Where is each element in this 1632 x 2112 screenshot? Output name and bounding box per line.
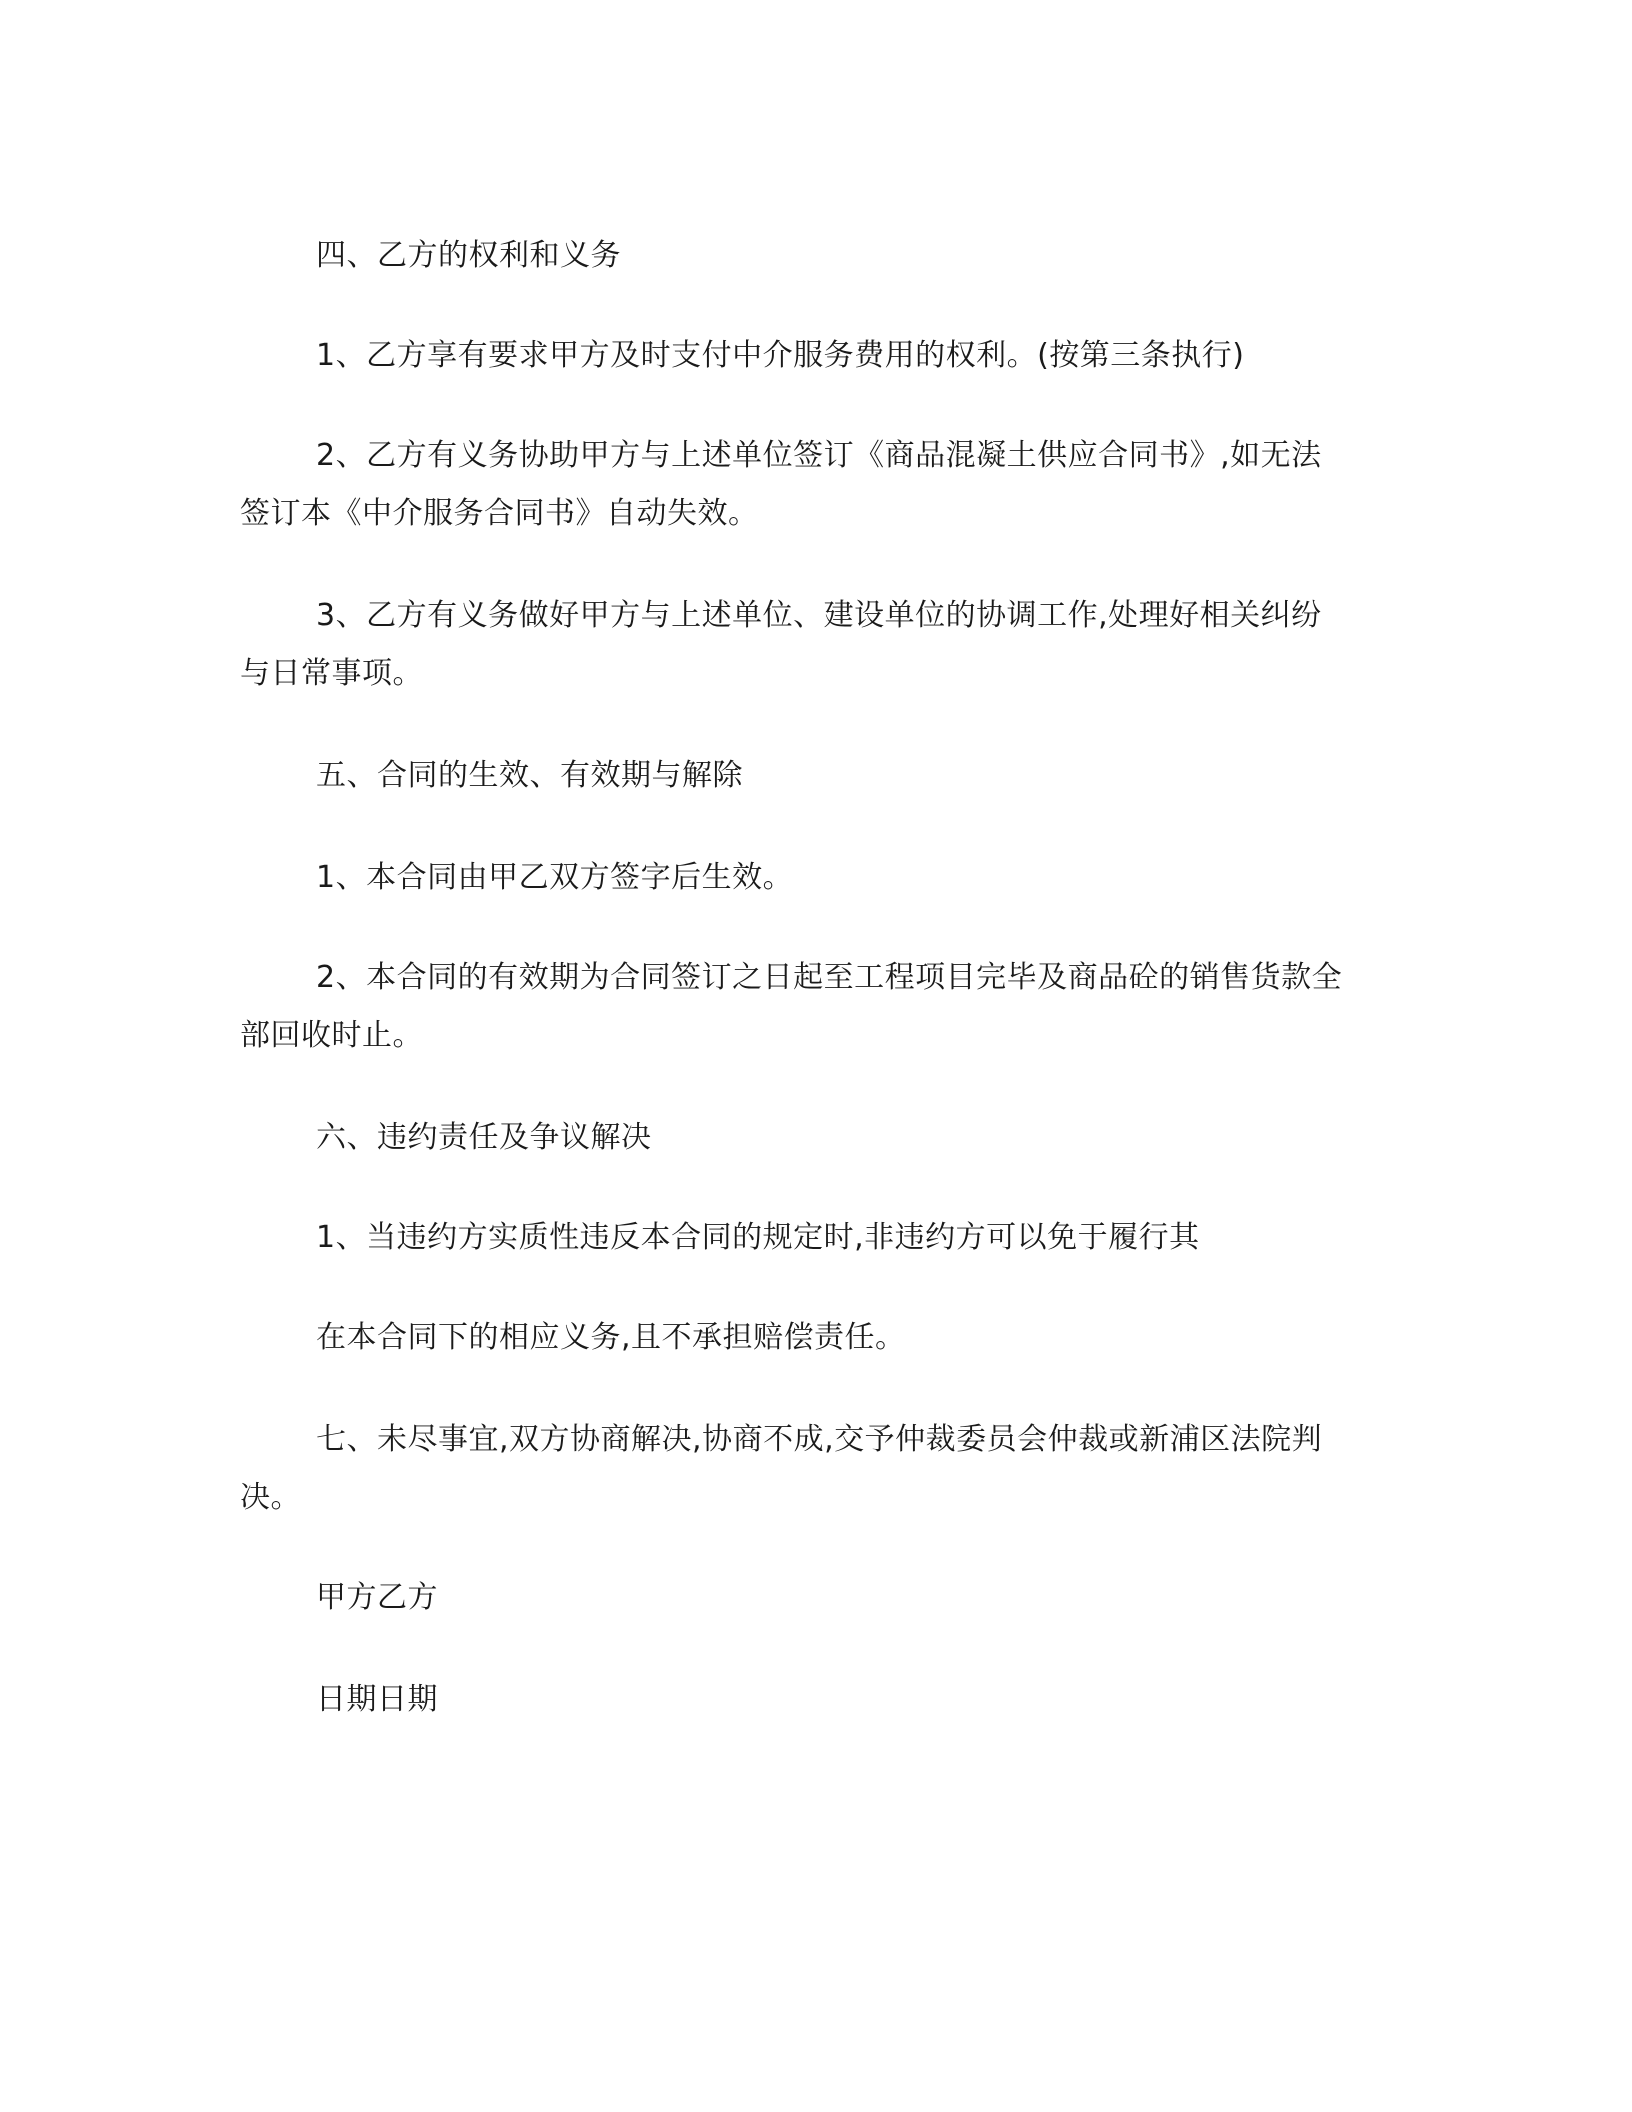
signature-dates: 日期日期 (316, 1682, 438, 1717)
section-heading-6: 六、违约责任及争议解决 (316, 1120, 652, 1155)
clause-6-1-line-2: 在本合同下的相应义务,且不承担赔偿责任。 (316, 1320, 906, 1355)
clause-5-2-line-1: 2、本合同的有效期为合同签订之日起至工程项目完毕及商品砼的销售货款全 (316, 960, 1343, 995)
clause-6-1-line-1: 1、当违约方实质性违反本合同的规定时,非违约方可以免于履行其 (316, 1220, 1200, 1255)
clause-4-2-line-1: 2、乙方有义务协助甲方与上述单位签订《商品混凝土供应合同书》,如无法 (316, 438, 1322, 473)
clause-4-3-line-2: 与日常事项。 (240, 656, 423, 691)
section-7-line-2: 决。 (240, 1480, 301, 1515)
clause-5-2-line-2: 部回收时止。 (240, 1018, 423, 1053)
section-7-line-1: 七、未尽事宜,双方协商解决,协商不成,交予仲裁委员会仲裁或新浦区法院判 (316, 1422, 1323, 1457)
clause-4-3-line-1: 3、乙方有义务做好甲方与上述单位、建设单位的协调工作,处理好相关纠纷 (316, 598, 1322, 633)
section-heading-5: 五、合同的生效、有效期与解除 (316, 758, 743, 793)
clause-4-1: 1、乙方享有要求甲方及时支付中介服务费用的权利。(按第三条执行) (316, 338, 1245, 373)
signature-parties: 甲方乙方 (316, 1580, 438, 1615)
section-heading-4: 四、乙方的权利和义务 (316, 238, 621, 273)
clause-4-2-line-2: 签订本《中介服务合同书》自动失效。 (240, 496, 759, 531)
clause-5-1: 1、本合同由甲乙双方签字后生效。 (316, 860, 794, 895)
